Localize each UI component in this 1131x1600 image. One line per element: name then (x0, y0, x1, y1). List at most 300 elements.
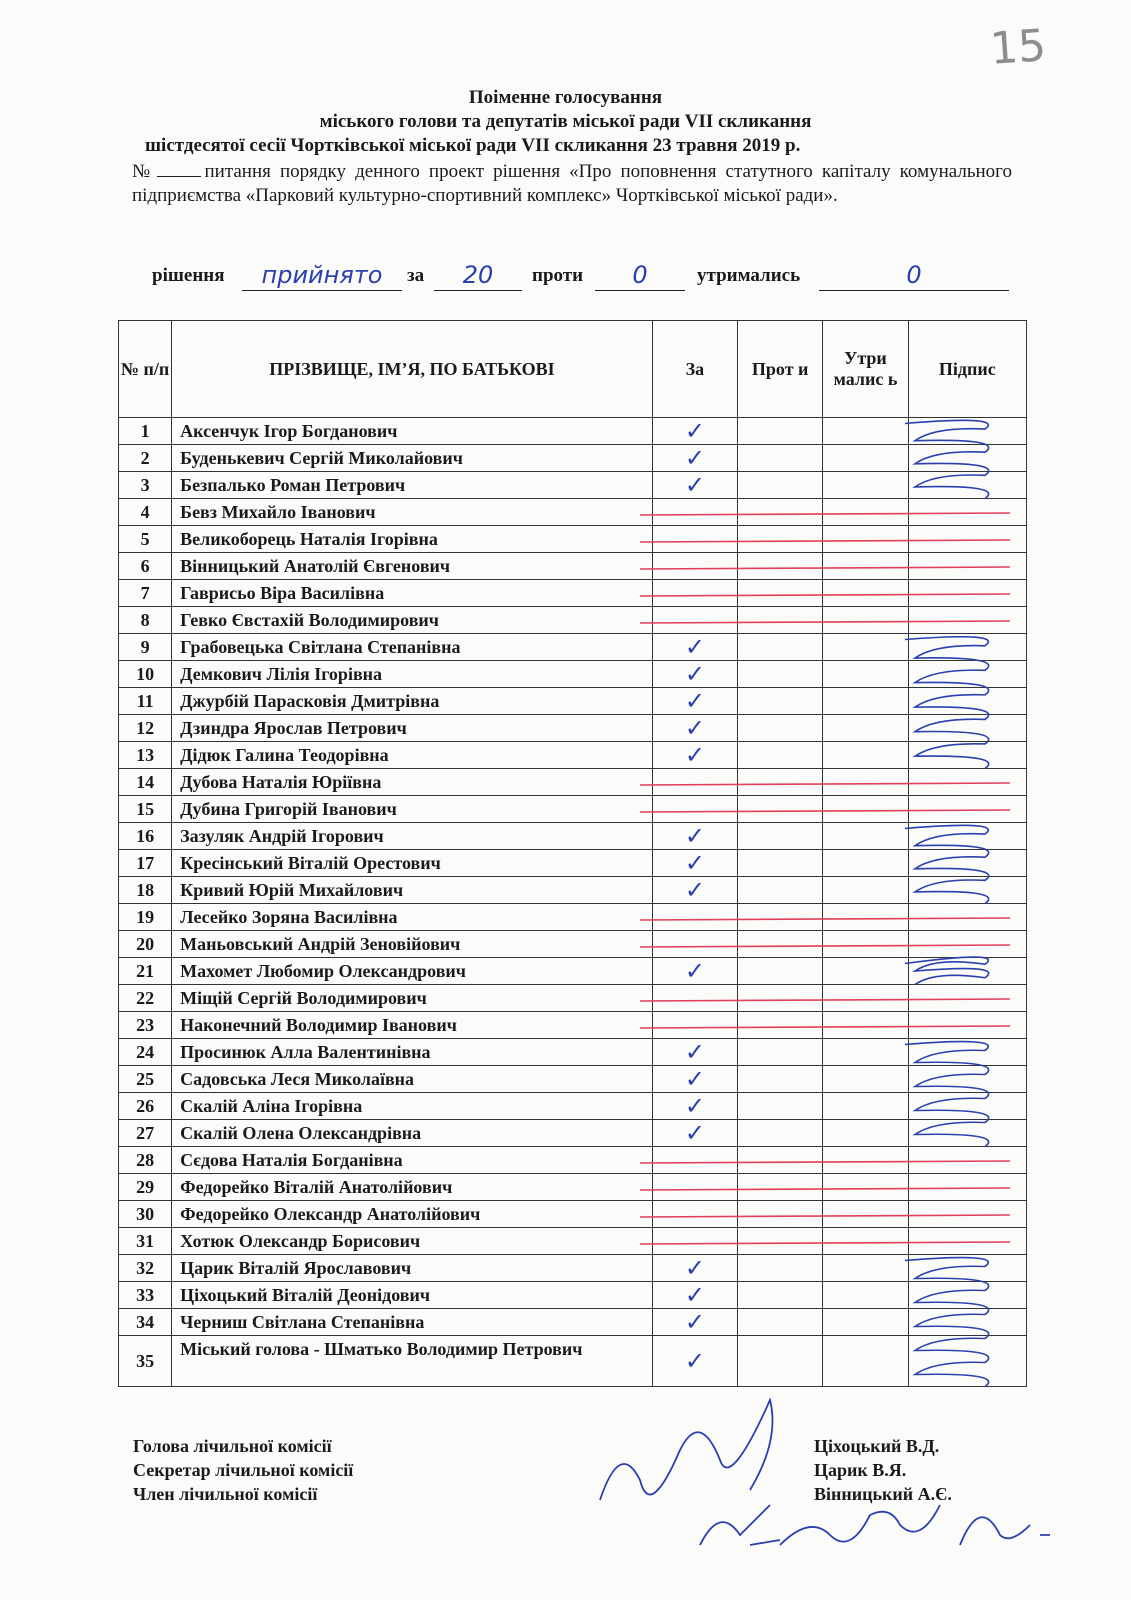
signature-cell (908, 553, 1026, 580)
vote-for-cell (652, 1039, 737, 1066)
commission-signature (780, 1505, 940, 1545)
row-number: 26 (119, 1093, 172, 1120)
signature-cell (908, 985, 1026, 1012)
vote-for-cell (652, 1228, 737, 1255)
row-number: 30 (119, 1201, 172, 1228)
deputy-name: Грабовецька Світлана Степанівна (172, 634, 653, 661)
check-mark-icon: ✓ (684, 471, 705, 499)
table-row (119, 1174, 1027, 1201)
against-value: 0 (595, 265, 685, 291)
vote-for-cell (652, 958, 737, 985)
header-abstain: Утри малис ь (823, 321, 908, 418)
vote-against-cell (738, 634, 823, 661)
for-label: за (407, 265, 425, 286)
deputy-name: Царик Віталій Ярославович (172, 1255, 653, 1282)
check-mark-icon: ✓ (684, 957, 705, 985)
vote-against-cell (738, 1093, 823, 1120)
counting-commission-names (814, 1434, 952, 1506)
vote-against-cell (738, 580, 823, 607)
row-number: 1 (119, 418, 172, 445)
vote-for-cell (652, 418, 737, 445)
row-number: 6 (119, 553, 172, 580)
deputy-name: Бевз Михайло Іванович (172, 499, 653, 526)
vote-against-cell (738, 1147, 823, 1174)
commission-role-secretary: Секретар лічильної комісії (133, 1460, 354, 1480)
table-row (119, 499, 1027, 526)
deputy-name: Сєдова Наталія Богданівна (172, 1147, 653, 1174)
header-signature: Підпис (908, 321, 1026, 418)
vote-for-cell (652, 526, 737, 553)
commission-signature (700, 1505, 780, 1545)
vote-against-cell (738, 445, 823, 472)
signature-cell (908, 904, 1026, 931)
vote-for-cell (652, 607, 737, 634)
vote-against-cell (738, 1174, 823, 1201)
vote-against-cell (738, 1120, 823, 1147)
vote-against-cell (738, 499, 823, 526)
vote-abstain-cell (823, 850, 908, 877)
vote-for-cell (652, 445, 737, 472)
deputy-name: Дзиндра Ярослав Петрович (172, 715, 653, 742)
table-row (119, 607, 1027, 634)
row-number: 5 (119, 526, 172, 553)
vote-abstain-cell (823, 580, 908, 607)
header-against: Прот и (738, 321, 823, 418)
vote-abstain-cell (823, 715, 908, 742)
signature-cell (908, 1309, 1026, 1336)
deputy-name: Федорейко Віталій Анатолійович (172, 1174, 653, 1201)
vote-for-cell (652, 796, 737, 823)
table-row (119, 742, 1027, 769)
commission-signature (960, 1517, 1050, 1545)
vote-for-cell (652, 1012, 737, 1039)
vote-abstain-cell (823, 958, 908, 985)
row-number: 15 (119, 796, 172, 823)
check-mark-icon: ✓ (684, 876, 705, 904)
table-row (119, 769, 1027, 796)
row-number: 3 (119, 472, 172, 499)
vote-abstain-cell (823, 1039, 908, 1066)
deputy-name: Міщій Сергій Володимирович (172, 985, 653, 1012)
vote-abstain-cell (823, 1336, 908, 1387)
vote-abstain-cell (823, 553, 908, 580)
vote-abstain-cell (823, 634, 908, 661)
table-row (119, 1336, 1027, 1387)
vote-for-cell (652, 1174, 737, 1201)
check-mark-icon: ✓ (684, 1281, 705, 1309)
deputy-name: Черниш Світлана Степанівна (172, 1309, 653, 1336)
check-mark-icon: ✓ (684, 1254, 705, 1282)
deputy-name: Ціхоцький Віталій Деонідович (172, 1282, 653, 1309)
vote-for-cell (652, 688, 737, 715)
deputy-name: Джурбій Парасковія Дмитрівна (172, 688, 653, 715)
page-number: 15 (988, 20, 1048, 75)
row-number: 16 (119, 823, 172, 850)
check-mark-icon: ✓ (684, 741, 705, 769)
check-mark-icon: ✓ (684, 687, 705, 715)
vote-against-cell (738, 1039, 823, 1066)
vote-abstain-cell (823, 823, 908, 850)
row-number: 7 (119, 580, 172, 607)
signature-cell (908, 742, 1026, 769)
signature-cell (908, 634, 1026, 661)
deputy-name: Скалій Олена Олександрівна (172, 1120, 653, 1147)
vote-abstain-cell (823, 1120, 908, 1147)
table-row (119, 1147, 1027, 1174)
agenda-prefix: № (132, 161, 155, 182)
signature-cell (908, 1012, 1026, 1039)
row-number: 34 (119, 1309, 172, 1336)
vote-abstain-cell (823, 796, 908, 823)
signature-cell (908, 526, 1026, 553)
check-mark-icon: ✓ (684, 417, 705, 445)
header-name: ПРІЗВИЩЕ, ІМ’Я, ПО БАТЬКОВІ (172, 321, 653, 418)
header-num: № п/п (119, 321, 172, 418)
row-number: 24 (119, 1039, 172, 1066)
deputy-name: Вінницький Анатолій Євгенович (172, 553, 653, 580)
signature-cell (908, 1147, 1026, 1174)
signature-cell (908, 1228, 1026, 1255)
vote-for-cell (652, 472, 737, 499)
vote-for-cell (652, 904, 737, 931)
table-row (119, 1255, 1027, 1282)
signature-cell (908, 1066, 1026, 1093)
commission-name-head: Ціхоцький В.Д. (814, 1436, 940, 1456)
vote-abstain-cell (823, 526, 908, 553)
against-label: проти (532, 265, 584, 286)
vote-against-cell (738, 823, 823, 850)
for-value: 20 (434, 265, 522, 291)
deputy-name: Хотюк Олександр Борисович (172, 1228, 653, 1255)
vote-for-cell (652, 1120, 737, 1147)
deputy-name: Великоборець Наталія Ігорівна (172, 526, 653, 553)
deputy-name: Наконечний Володимир Іванович (172, 1012, 653, 1039)
vote-abstain-cell (823, 1255, 908, 1282)
roll-call-table (118, 320, 1027, 1387)
vote-for-cell (652, 1282, 737, 1309)
vote-against-cell (738, 526, 823, 553)
deputy-name: Міський голова - Шматько Володимир Петрович (172, 1336, 653, 1387)
vote-against-cell (738, 742, 823, 769)
vote-against-cell (738, 1228, 823, 1255)
vote-against-cell (738, 1282, 823, 1309)
signature-cell (908, 418, 1026, 445)
deputy-name: Аксенчук Ігор Богданович (172, 418, 653, 445)
vote-abstain-cell (823, 904, 908, 931)
signature-cell (908, 715, 1026, 742)
table-row (119, 1201, 1027, 1228)
vote-abstain-cell (823, 1093, 908, 1120)
table-row (119, 985, 1027, 1012)
vote-for-cell (652, 661, 737, 688)
vote-for-cell (652, 634, 737, 661)
vote-against-cell (738, 607, 823, 634)
decision-label: рішення (152, 265, 225, 286)
check-mark-icon: ✓ (684, 633, 705, 661)
table-row (119, 688, 1027, 715)
row-number: 18 (119, 877, 172, 904)
signature-cell (908, 607, 1026, 634)
row-number: 10 (119, 661, 172, 688)
vote-abstain-cell (823, 418, 908, 445)
vote-abstain-cell (823, 661, 908, 688)
vote-against-cell (738, 958, 823, 985)
deputy-name: Дубина Григорій Іванович (172, 796, 653, 823)
row-number: 35 (119, 1336, 172, 1387)
row-number: 32 (119, 1255, 172, 1282)
signature-cell (908, 796, 1026, 823)
check-mark-icon: ✓ (684, 1347, 705, 1375)
vote-against-cell (738, 715, 823, 742)
deputy-name: Безпалько Роман Петрович (172, 472, 653, 499)
table-row (119, 526, 1027, 553)
agenda-number-blank (157, 176, 201, 177)
signature-cell (908, 877, 1026, 904)
check-mark-icon: ✓ (684, 1065, 705, 1093)
check-mark-icon: ✓ (684, 849, 705, 877)
header-title: Поіменне голосування (468, 87, 663, 108)
vote-against-cell (738, 931, 823, 958)
vote-for-cell (652, 877, 737, 904)
deputy-name: Садовська Леся Миколаївна (172, 1066, 653, 1093)
vote-abstain-cell (823, 1309, 908, 1336)
vote-for-cell (652, 1093, 737, 1120)
vote-abstain-cell (823, 1066, 908, 1093)
check-mark-icon: ✓ (684, 714, 705, 742)
vote-for-cell (652, 850, 737, 877)
vote-against-cell (738, 418, 823, 445)
signature-cell (908, 1282, 1026, 1309)
row-number: 8 (119, 607, 172, 634)
vote-against-cell (738, 796, 823, 823)
vote-against-cell (738, 904, 823, 931)
table-row (119, 418, 1027, 445)
vote-against-cell (738, 850, 823, 877)
vote-against-cell (738, 1255, 823, 1282)
check-mark-icon: ✓ (684, 444, 705, 472)
vote-abstain-cell (823, 1174, 908, 1201)
vote-abstain-cell (823, 472, 908, 499)
commission-signature (600, 1400, 773, 1500)
check-mark-icon: ✓ (684, 1308, 705, 1336)
signature-cell (908, 445, 1026, 472)
deputy-name: Дідюк Галина Теодорівна (172, 742, 653, 769)
vote-abstain-cell (823, 499, 908, 526)
table-row (119, 1120, 1027, 1147)
vote-for-cell (652, 1336, 737, 1387)
agenda-body: питання порядку денного проект рішення «Про поповнення статутного капіталу комунального підприємства «Парковий культурно-спортивний комплекс» Чортківської міської ради». (132, 161, 1012, 206)
signature-cell (908, 1201, 1026, 1228)
table-row (119, 661, 1027, 688)
vote-abstain-cell (823, 985, 908, 1012)
vote-for-cell (652, 1255, 737, 1282)
vote-for-cell (652, 742, 737, 769)
deputy-name: Демкович Лілія Ігорівна (172, 661, 653, 688)
vote-for-cell (652, 985, 737, 1012)
vote-against-cell (738, 1012, 823, 1039)
table-row (119, 850, 1027, 877)
table-row (119, 1228, 1027, 1255)
row-number: 22 (119, 985, 172, 1012)
row-number: 2 (119, 445, 172, 472)
vote-for-cell (652, 823, 737, 850)
vote-abstain-cell (823, 1012, 908, 1039)
row-number: 28 (119, 1147, 172, 1174)
vote-for-cell (652, 553, 737, 580)
abstain-label: утримались (697, 265, 801, 286)
header-subtitle: міського голови та депутатів міської ради VII скликання (319, 111, 812, 132)
table-row (119, 796, 1027, 823)
row-number: 21 (119, 958, 172, 985)
row-number: 31 (119, 1228, 172, 1255)
table-header-row (119, 321, 1027, 418)
vote-abstain-cell (823, 769, 908, 796)
vote-against-cell (738, 877, 823, 904)
check-mark-icon: ✓ (684, 1092, 705, 1120)
vote-abstain-cell (823, 1282, 908, 1309)
table-row (119, 1282, 1027, 1309)
vote-against-cell (738, 661, 823, 688)
row-number: 4 (119, 499, 172, 526)
vote-for-cell (652, 1201, 737, 1228)
vote-abstain-cell (823, 931, 908, 958)
deputy-name: Кривий Юрій Михайлович (172, 877, 653, 904)
vote-for-cell (652, 580, 737, 607)
vote-for-cell (652, 1066, 737, 1093)
row-number: 9 (119, 634, 172, 661)
deputy-name: Лесейко Зоряна Василівна (172, 904, 653, 931)
deputy-name: Дубова Наталія Юріївна (172, 769, 653, 796)
header-for: За (652, 321, 737, 418)
row-number: 19 (119, 904, 172, 931)
deputy-name: Кресінський Віталій Орестович (172, 850, 653, 877)
table-row (119, 958, 1027, 985)
deputy-name: Маньовський Андрій Зеновійович (172, 931, 653, 958)
deputy-name: Буденькевич Сергій Миколайович (172, 445, 653, 472)
vote-for-cell (652, 931, 737, 958)
row-number: 12 (119, 715, 172, 742)
decision-value: прийнято (242, 265, 402, 291)
deputy-name: Гевко Євстахій Володимирович (172, 607, 653, 634)
table-row (119, 472, 1027, 499)
table-row (119, 1039, 1027, 1066)
row-number: 33 (119, 1282, 172, 1309)
table-row (119, 634, 1027, 661)
signature-cell (908, 1039, 1026, 1066)
deputy-name: Зазуляк Андрій Ігорович (172, 823, 653, 850)
deputy-name: Махомет Любомир Олександрович (172, 958, 653, 985)
row-number: 14 (119, 769, 172, 796)
check-mark-icon: ✓ (684, 822, 705, 850)
signature-cell (908, 1174, 1026, 1201)
vote-against-cell (738, 1309, 823, 1336)
commission-name-secretary: Царик В.Я. (814, 1460, 907, 1480)
table-row (119, 580, 1027, 607)
deputy-name: Просинюк Алла Валентинівна (172, 1039, 653, 1066)
vote-for-cell (652, 769, 737, 796)
vote-for-cell (652, 1309, 737, 1336)
vote-abstain-cell (823, 1147, 908, 1174)
signature-cell (908, 769, 1026, 796)
deputy-name: Федорейко Олександр Анатолійович (172, 1201, 653, 1228)
table-row (119, 1093, 1027, 1120)
row-number: 13 (119, 742, 172, 769)
row-number: 25 (119, 1066, 172, 1093)
vote-abstain-cell (823, 1228, 908, 1255)
signature-cell (908, 472, 1026, 499)
signature-cell (908, 1093, 1026, 1120)
table-row (119, 715, 1027, 742)
commission-role-head: Голова лічильної комісії (133, 1436, 332, 1456)
table-row (119, 877, 1027, 904)
vote-abstain-cell (823, 445, 908, 472)
agenda-text (132, 160, 1012, 208)
signature-cell (908, 958, 1026, 985)
vote-against-cell (738, 1201, 823, 1228)
vote-against-cell (738, 769, 823, 796)
vote-for-cell (652, 715, 737, 742)
deputy-name: Гаврисьо Віра Василівна (172, 580, 653, 607)
abstain-value: 0 (819, 265, 1009, 291)
table-row (119, 823, 1027, 850)
vote-abstain-cell (823, 607, 908, 634)
vote-against-cell (738, 688, 823, 715)
signature-cell (908, 499, 1026, 526)
signature-cell (908, 823, 1026, 850)
row-number: 20 (119, 931, 172, 958)
vote-against-cell (738, 553, 823, 580)
signature-cell (908, 1120, 1026, 1147)
row-number: 23 (119, 1012, 172, 1039)
table-row (119, 445, 1027, 472)
signature-cell (908, 580, 1026, 607)
signature-cell (908, 931, 1026, 958)
check-mark-icon: ✓ (684, 1038, 705, 1066)
check-mark-icon: ✓ (684, 660, 705, 688)
table-row (119, 553, 1027, 580)
vote-against-cell (738, 472, 823, 499)
table-row (119, 1066, 1027, 1093)
vote-abstain-cell (823, 742, 908, 769)
deputy-name: Скалій Аліна Ігорівна (172, 1093, 653, 1120)
vote-abstain-cell (823, 877, 908, 904)
document-header (0, 86, 1131, 158)
row-number: 27 (119, 1120, 172, 1147)
commission-name-member: Вінницький А.Є. (814, 1484, 952, 1504)
table-row (119, 931, 1027, 958)
vote-against-cell (738, 1066, 823, 1093)
vote-against-cell (738, 1336, 823, 1387)
table-row (119, 904, 1027, 931)
vote-abstain-cell (823, 1201, 908, 1228)
vote-abstain-cell (823, 688, 908, 715)
row-number: 29 (119, 1174, 172, 1201)
vote-against-cell (738, 985, 823, 1012)
table-row (119, 1309, 1027, 1336)
signature-cell (908, 1255, 1026, 1282)
vote-for-cell (652, 1147, 737, 1174)
signature-cell (908, 850, 1026, 877)
check-mark-icon: ✓ (684, 1119, 705, 1147)
row-number: 11 (119, 688, 172, 715)
commission-role-member: Член лічильної комісії (133, 1484, 318, 1504)
row-number: 17 (119, 850, 172, 877)
table-row (119, 1012, 1027, 1039)
counting-commission-roles (133, 1434, 353, 1506)
signature-cell (908, 1336, 1026, 1387)
header-session: шістдесятої сесії Чортківської міської ради VII скликання 23 травня 2019 р. (145, 135, 801, 156)
signature-cell (908, 661, 1026, 688)
